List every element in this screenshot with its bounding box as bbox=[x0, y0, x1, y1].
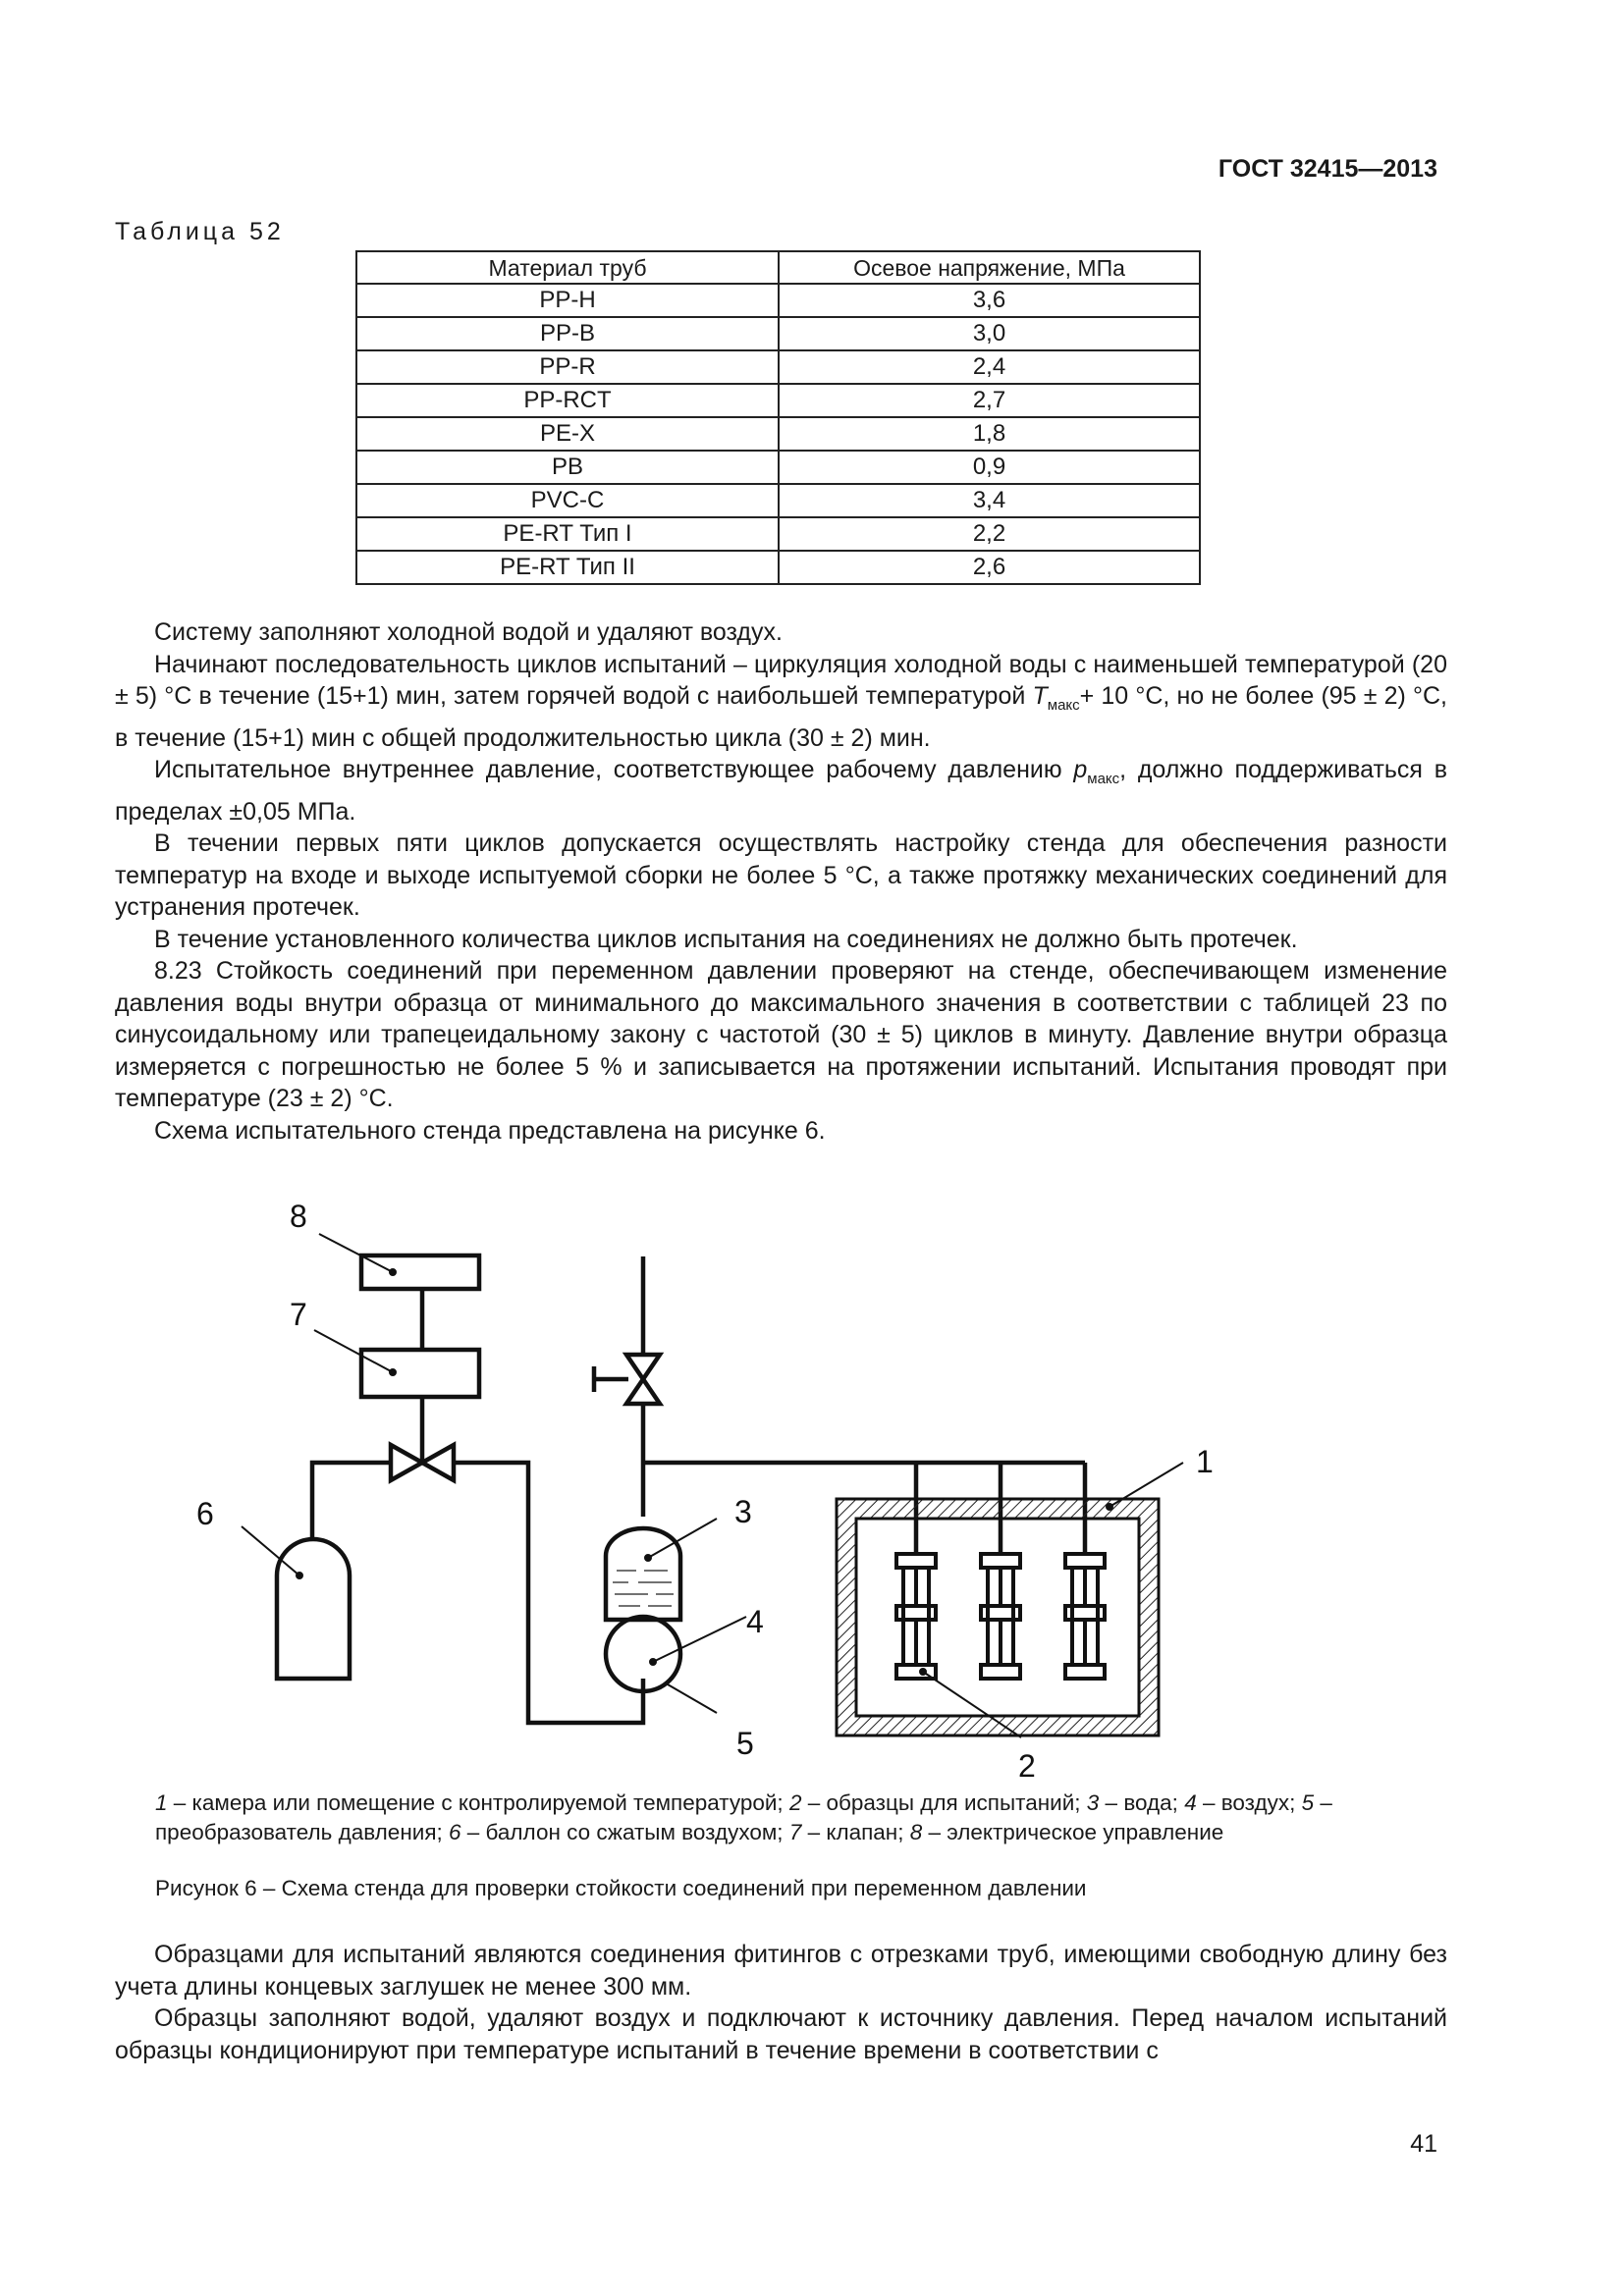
paragraph: Систему заполняют холодной водой и удаляют воздух. bbox=[154, 618, 783, 646]
body-text bbox=[115, 616, 1447, 1147]
material-cell: PP-H bbox=[356, 284, 779, 317]
label-6: 6 bbox=[196, 1496, 214, 1531]
stress-cell: 3,6 bbox=[779, 284, 1200, 317]
body-text-continued bbox=[115, 1939, 1447, 2066]
table-row bbox=[356, 517, 1200, 551]
material-cell: PB bbox=[356, 451, 779, 484]
paragraph: Начинают последовательность циклов испытаний – циркуляция холодной воды с наименьшей температурой (20 ± 5) °С в течение (15+1) мин, затем горячей водой с наибольшей температурой $T_{макс}+ 10$ °С, но не более (95 ± 2) °С, в течение (15+1) мин с общей продолжительностью цикла (30 ± 2) мин. bbox=[115, 650, 1447, 752]
stress-table bbox=[355, 250, 1201, 585]
electric-control-box bbox=[361, 1255, 479, 1289]
test-stand-diagram bbox=[0, 1198, 1624, 1787]
label-1: 1 bbox=[1196, 1444, 1214, 1479]
column-header: Осевое напряжение, МПа bbox=[779, 251, 1200, 284]
valve-box bbox=[361, 1350, 479, 1397]
table-row bbox=[356, 484, 1200, 517]
table-header-row bbox=[356, 251, 1200, 284]
test-sample bbox=[896, 1554, 936, 1679]
label-4: 4 bbox=[746, 1604, 764, 1639]
paragraph: Образцы заполняют водой, удаляют воздух и подключают к источнику давления. Перед началом испытаний образцы кондиционируют при температуре испытаний в течение времени в соответствии с bbox=[115, 2004, 1447, 2064]
figure-caption: Рисунок 6 – Схема стенда для проверки стойкости соединений при переменном давлении bbox=[155, 1876, 1087, 1900]
paragraph: Схема испытательного стенда представлена на рисунке 6. bbox=[154, 1116, 826, 1145]
stress-cell: 1,8 bbox=[779, 417, 1200, 451]
material-cell: PVC-C bbox=[356, 484, 779, 517]
label-8: 8 bbox=[290, 1199, 307, 1234]
paragraph: Образцами для испытаний являются соединения фитингов с отрезками труб, имеющими свободную длину без учета длины концевых заглушек не менее 300 мм. bbox=[115, 1941, 1447, 2001]
document-header: ГОСТ 32415—2013 bbox=[1218, 155, 1437, 183]
stress-cell: 2,4 bbox=[779, 350, 1200, 384]
material-cell: PP-B bbox=[356, 317, 779, 350]
material-cell: PE-RT Тип I bbox=[356, 517, 779, 551]
figure-legend: 1 – камера или помещение с контролируемой температурой; 2 – образцы для испытаний; 3 – вода; 4 – воздух; 5 – преобразователь давления; 6 – баллон со сжатым воздухом; 7 – клапан; 8 – электрическое управление bbox=[155, 1790, 1332, 1844]
table-row bbox=[356, 551, 1200, 584]
test-sample bbox=[1065, 1554, 1105, 1679]
table-row bbox=[356, 317, 1200, 350]
table-row bbox=[356, 384, 1200, 417]
paragraph: Испытательное внутреннее давление, соответствующее рабочему давлению $p_{макс}$, должно поддерживаться в пределах ±0,05 МПа. bbox=[115, 756, 1447, 826]
material-cell: PP-RCT bbox=[356, 384, 779, 417]
table-caption: Таблица 52 bbox=[115, 218, 285, 245]
table-row bbox=[356, 417, 1200, 451]
material-cell: PP-R bbox=[356, 350, 779, 384]
table-row bbox=[356, 451, 1200, 484]
material-cell: PE-RT Тип II bbox=[356, 551, 779, 584]
stress-cell: 2,2 bbox=[779, 517, 1200, 551]
paragraph: В течение установленного количества циклов испытания на соединениях не должно быть протечек. bbox=[154, 925, 1298, 953]
paragraph: 8.23 Стойкость соединений при переменном давлении проверяют на стенде, обеспечивающем изменение давления воды внутри образца от минимального до максимального значения в соответствии с таблицей 23 по синусоидальному или трапецеидальному закону с частотой (30 ± 5) циклов в минуту. Давление внутри образца измеряется с погрешностью не более 5 % и записывается на протяжении испытаний. Испытания проводят при температуре (23 ± 2) °С. bbox=[115, 957, 1447, 1112]
label-5: 5 bbox=[736, 1726, 754, 1761]
label-7: 7 bbox=[290, 1297, 307, 1332]
material-cell: PE-X bbox=[356, 417, 779, 451]
paragraph: В течении первых пяти циклов допускается осуществлять настройку стенда для обеспечения разности температур на входе и выходе испытуемой сборки не более 5 °С, а также протяжку механических соединений для устранения протечек. bbox=[115, 829, 1447, 921]
test-sample bbox=[981, 1554, 1020, 1679]
stress-cell: 3,4 bbox=[779, 484, 1200, 517]
stress-cell: 0,9 bbox=[779, 451, 1200, 484]
table-row bbox=[356, 350, 1200, 384]
label-2: 2 bbox=[1018, 1748, 1036, 1784]
label-3: 3 bbox=[734, 1494, 752, 1529]
stress-cell: 2,7 bbox=[779, 384, 1200, 417]
table-row bbox=[356, 284, 1200, 317]
column-header: Материал труб bbox=[356, 251, 779, 284]
air-cylinder bbox=[277, 1539, 350, 1679]
stress-cell: 3,0 bbox=[779, 317, 1200, 350]
shutoff-valve-icon bbox=[626, 1355, 660, 1404]
page-number: 41 bbox=[1410, 2130, 1437, 2158]
stress-cell: 2,6 bbox=[779, 551, 1200, 584]
